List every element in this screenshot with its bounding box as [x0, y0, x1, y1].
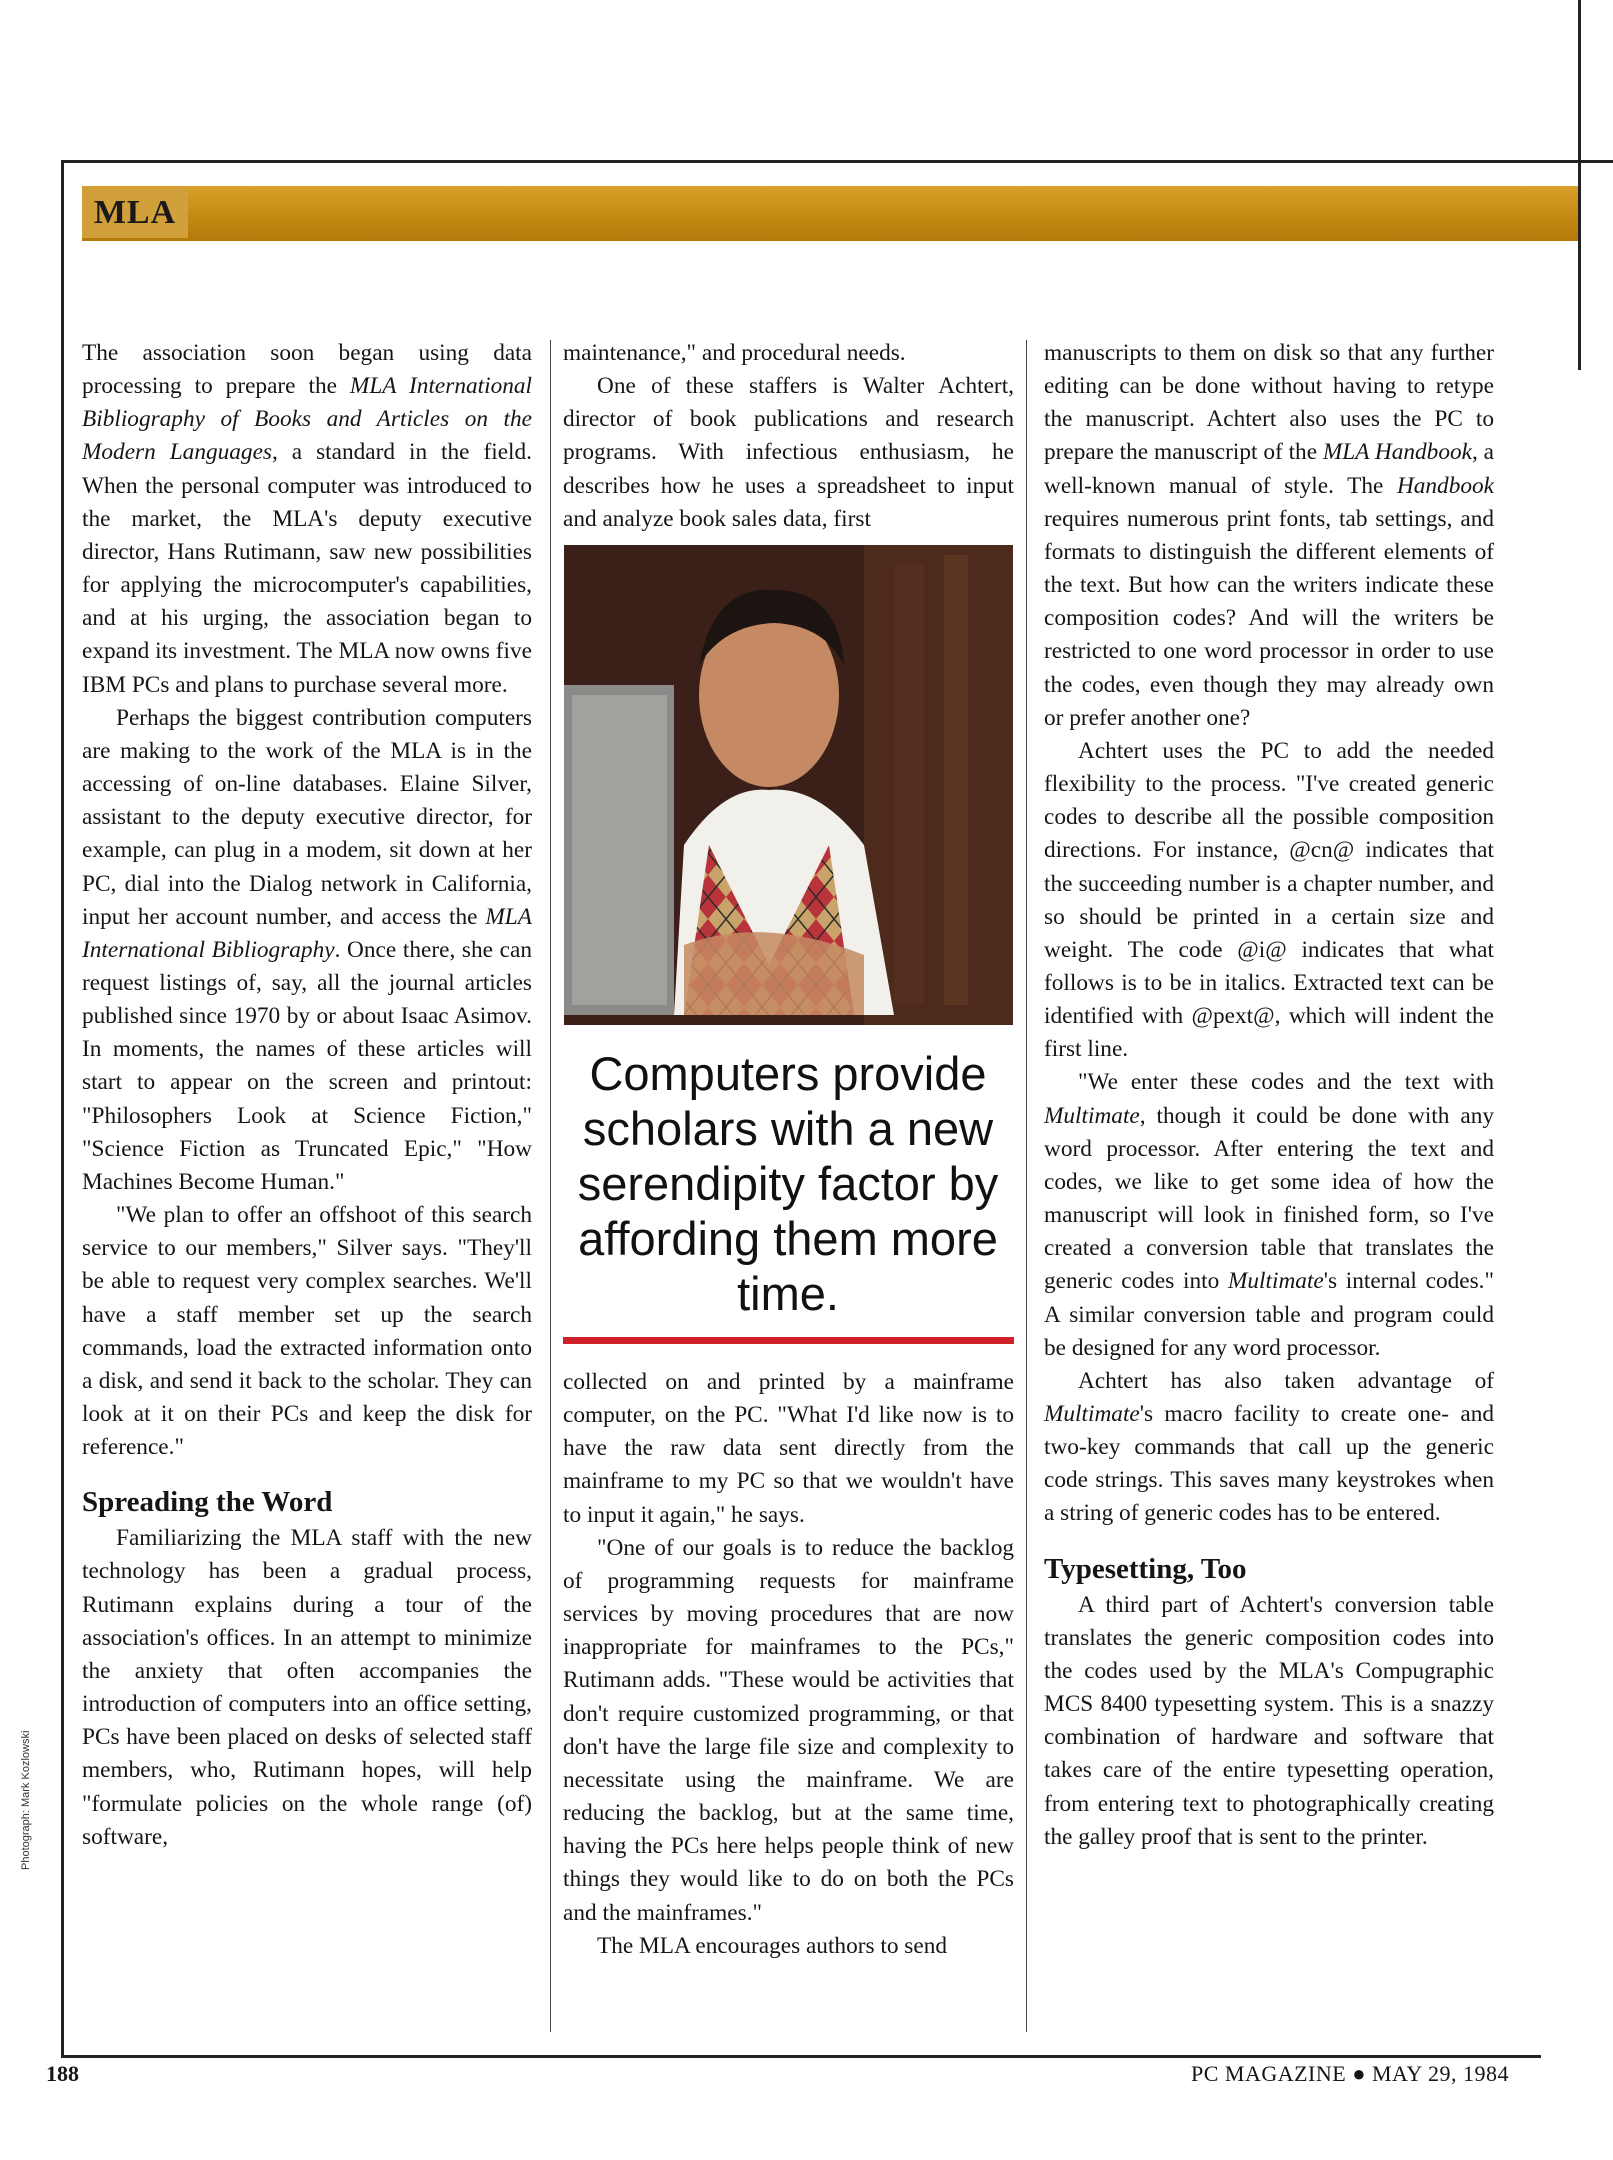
page-frame-left	[61, 160, 64, 2058]
paragraph: Achtert has also taken advantage of Multimate's macro facility to create one- and two-key commands that call up the generic code strings. This saves many keystrokes when a string of generic codes has to be entered.	[1044, 1367, 1494, 1527]
paragraph: One of these staffers is Walter Achtert, director of book publications and research programs. With infectious enthusiasm, he describes how he uses a spreadsheet to input and analyze book sales data, first	[563, 373, 1014, 532]
portrait-photo	[564, 545, 1013, 1025]
page-frame-right	[1578, 160, 1581, 370]
subheading-typesetting-too: Typesetting, Too	[1044, 1552, 1247, 1585]
paragraph: maintenance," and procedural needs.	[563, 340, 906, 366]
subheading-spreading-the-word: Spreading the Word	[82, 1486, 333, 1519]
paragraph: manuscripts to them on disk so that any further editing can be done without having to retype the manuscript. Achtert also uses the PC to prepare the manuscript of the MLA Handbook, a well-known manual of style. The Handbook requires numerous print fonts, tab settings, and formats to distinguish the different elements of the text. But how can the writers indicate these composition codes? And will the writers be restricted to one word processor in order to use the codes, even though they may already own or prefer another one?	[1044, 340, 1494, 731]
pull-quote-rule	[563, 1337, 1014, 1344]
section-label: MLA	[82, 188, 188, 238]
article-column-3	[1044, 337, 1494, 1854]
portrait-illustration	[564, 545, 1013, 1025]
paragraph: Achtert uses the PC to add the needed flexibility to the process. "I've created generic codes to describe all the possible composition directions. For instance, @cn@ indicates that the succeeding number is a chapter number, and so should be printed in a certain size and weight. The code @i@ indicates that what follows is to be in italics. Extracted text can be identified with @pext@, which will indent the first line.	[1044, 737, 1494, 1063]
pull-quote: Computers provide scholars with a new serendipity factor by affording them more time.	[577, 1047, 999, 1320]
column-rule-1	[550, 340, 551, 2032]
paragraph: "One of our goals is to reduce the backlog of programming requests for mainframe services by moving procedures that are now inappropriate for mainframes to the PCs," Rutimann adds. "These would be activities that don't require customized programming, or that don't have the large file size and complexity to necessitate using the mainframe. We are reducing the backlog, but at the same time, having the PCs here helps people think of new things they would like to do on both the PCs and the mainframes."	[563, 1534, 1014, 1926]
page-number: 188	[46, 2061, 79, 2086]
section-banner	[82, 186, 1578, 241]
page-frame-top	[61, 160, 1613, 163]
paragraph: A third part of Achtert's conversion table translates the generic composition codes into the codes used by the MLA's Compugraphic MCS 8400 typesetting system. This is a snazzy combination of hardware and software that takes care of the entire typesetting operation, from entering text to photographically creating the galley proof that is sent to the printer.	[1044, 1591, 1494, 1850]
paragraph: "We enter these codes and the text with Multimate, though it could be done with any word processor. After entering the text and codes, we like to get some idea of how the manuscript will look in finished form, so I've created a conversion table that translates the generic codes into Multimate's internal codes." A similar conversion table and program could be designed for any word processor.	[1044, 1069, 1494, 1361]
page-frame-bottom	[61, 2055, 1541, 2058]
publication-footer: PC MAGAZINE ● MAY 29, 1984	[1190, 2061, 1509, 2086]
paragraph: Perhaps the biggest contribution computers are making to the work of the MLA is in the accessing of on-line databases. Elaine Silver, assistant to the deputy executive director, for example, can plug in a modem, sit down at her PC, dial into the Dialog network in California, input her account number, and access the MLA International Bibliography. Once there, she can request listings of, say, all the journal articles published since 1970 by or about Isaac Asimov. In moments, the names of these articles will start to appear on the screen and printout: "Philosophers Look at Science Fiction," "Science Fiction as Truncated Epic," "How Machines Become Human."	[82, 704, 532, 1195]
paragraph: collected on and printed by a mainframe computer, on the PC. "What I'd like now is to have the raw data sent directly from the mainframe to my PC so that we wouldn't have to input it again," he says.	[563, 1369, 1014, 1528]
paragraph: The association soon began using data processing to prepare the MLA International Bibliography of Books and Articles on the Modern Languages, a standard in the field. When the personal computer was introduced to the market, the MLA's deputy executive director, Hans Rutimann, saw new possibilities for applying the microcomputer's capabilities, and at his urging, the association began to expand its investment. The MLA now owns five IBM PCs and plans to purchase several more.	[82, 340, 532, 698]
photo-credit: Photograph: Mark Kozlowski	[20, 1730, 32, 1870]
page-frame-right-top	[1578, 0, 1581, 160]
article-column-1	[82, 337, 532, 1854]
paragraph: The MLA encourages authors to send	[597, 1932, 948, 1959]
article-column-2	[563, 337, 1014, 536]
paragraph: Familiarizing the MLA staff with the new technology has been a gradual process, Rutimann explains during a tour of the association's offices. In an attempt to minimize the anxiety that often accompanies the introduction of computers into an office setting, PCs have been placed on desks of selected staff members, who, Rutimann hopes, will help "formulate policies on the whole range (of) software,	[82, 1525, 532, 1850]
article-column-2-continued	[563, 1366, 1014, 1963]
paragraph: "We plan to offer an offshoot of this search service to our members," Silver says. "They'll be able to request very complex searches. We'll have a staff member set up the search commands, load the extracted information onto a disk, and send it back to the scholar. They can look at it on their PCs and keep the disk for reference."	[82, 1202, 532, 1461]
column-rule-2	[1026, 340, 1027, 2032]
